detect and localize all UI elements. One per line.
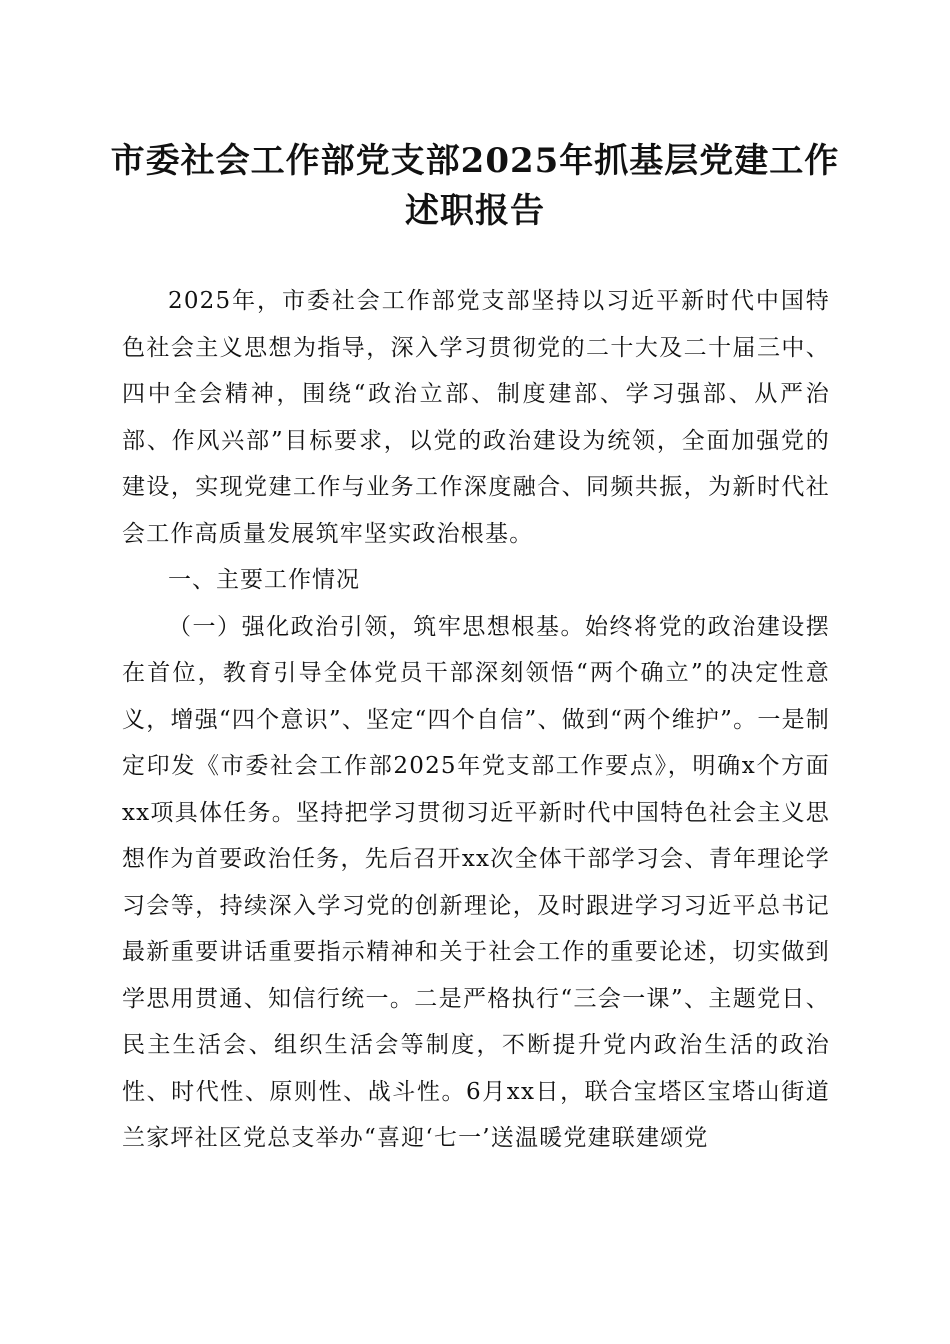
section-heading-main-work: 一、主要工作情况 [168, 567, 360, 593]
document-body [122, 278, 830, 1162]
subsection-body-text: 始终将党的政治建设摆在首位，教育引导全体党员干部深刻领悟“两个确立”的决定性意义，增强“四个意识”、坚定“四个自信”、做到“两个维护”。一是制定印发《市委社会工作部2025年党支部工作要点》，明确x个方面xx项具体任务。坚持把学习贯彻习近平新时代中国特色社会主义思想作为首要政治任务，先后召开xx次全体干部学习会、青年理论学习会等，持续深入学习党的创新理论，及时跟进学习习近平总书记最新重要讲话重要指示精神和关于社会工作的重要论述，切实做到学思用贯通、知信行统一。二是严格执行“三会一课”、主题党日、民主生活会、组织生活会等制度，不断提升党内政治生活的政治性、时代性、原则性、战斗性。6月xx日，联合宝塔区宝塔山街道兰家坪社区党总支举办“喜迎‘七一’送温暖党建联建颂党 [122, 613, 831, 1151]
subsection-lead-title: （一）强化政治引领，筑牢思想根基。 [168, 613, 586, 640]
document-title: 市委社会工作部党支部2025年抓基层党建工作述职报告 [110, 141, 840, 231]
intro-paragraph: 2025年，市委社会工作部党支部坚持以习近平新时代中国特色社会主义思想为指导，深入学习贯彻党的二十大及二十届三中、四中全会精神，围绕“政治立部、制度建部、学习强部、从严治部、作风兴部”目标要求，以党的政治建设为统领，全面加强党的建设，实现党建工作与业务工作深度融合、同频共振，为新时代社会工作高质量发展筑牢坚实政治根基。 [122, 288, 830, 547]
subsection-paragraph-political-guidance [122, 604, 830, 1162]
